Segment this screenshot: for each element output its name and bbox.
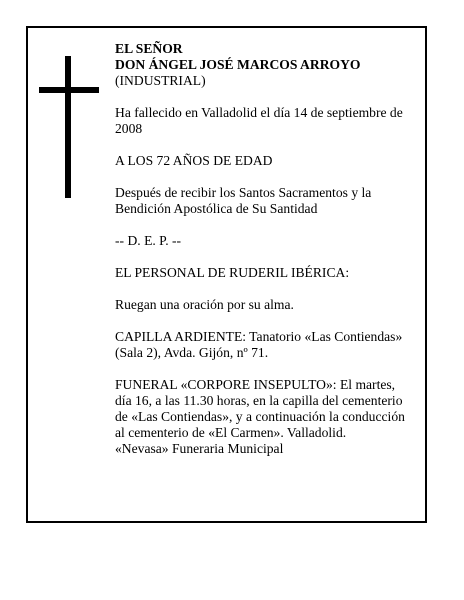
rip-line: -- D. E. P. -- xyxy=(115,233,182,248)
obituary-notice xyxy=(26,26,427,523)
death-statement: Ha fallecido en Valladolid el día 14 de septiembre de 2008 xyxy=(115,105,403,136)
staff-line: EL PERSONAL DE RUDERIL IBÉRICA: xyxy=(115,265,350,280)
deceased-name: DON ÁNGEL JOSÉ MARCOS ARROYO xyxy=(115,57,361,72)
age-statement: A LOS 72 AÑOS DE EDAD xyxy=(115,153,273,168)
deceased-title: EL SEÑOR xyxy=(115,41,183,56)
notice-heading xyxy=(115,41,410,89)
funeral-home: «Nevasa» Funeraria Municipal xyxy=(115,441,284,456)
deceased-occupation: (INDUSTRIAL) xyxy=(115,73,206,88)
chapel-info: CAPILLA ARDIENTE: Tanatorio «Las Contiendas» (Sala 2), Avda. Gijón, nº 71. xyxy=(115,329,403,360)
prayer-request: Ruegan una oración por su alma. xyxy=(115,297,294,312)
cross-horizontal-bar xyxy=(39,87,99,93)
notice-text xyxy=(115,41,410,457)
sacraments-statement: Después de recibir los Santos Sacramentos y la Bendición Apostólica de Su Santidad xyxy=(115,185,372,216)
cross-icon xyxy=(39,56,99,198)
cross-vertical-bar xyxy=(65,56,71,198)
funeral-info: FUNERAL «CORPORE INSEPULTO»: El martes, día 16, a las 11.30 horas, en la capilla del cementerio de «Las Contiendas», y a continuación la conducción al cementerio de «El Carmen». Valladolid. xyxy=(115,377,405,440)
